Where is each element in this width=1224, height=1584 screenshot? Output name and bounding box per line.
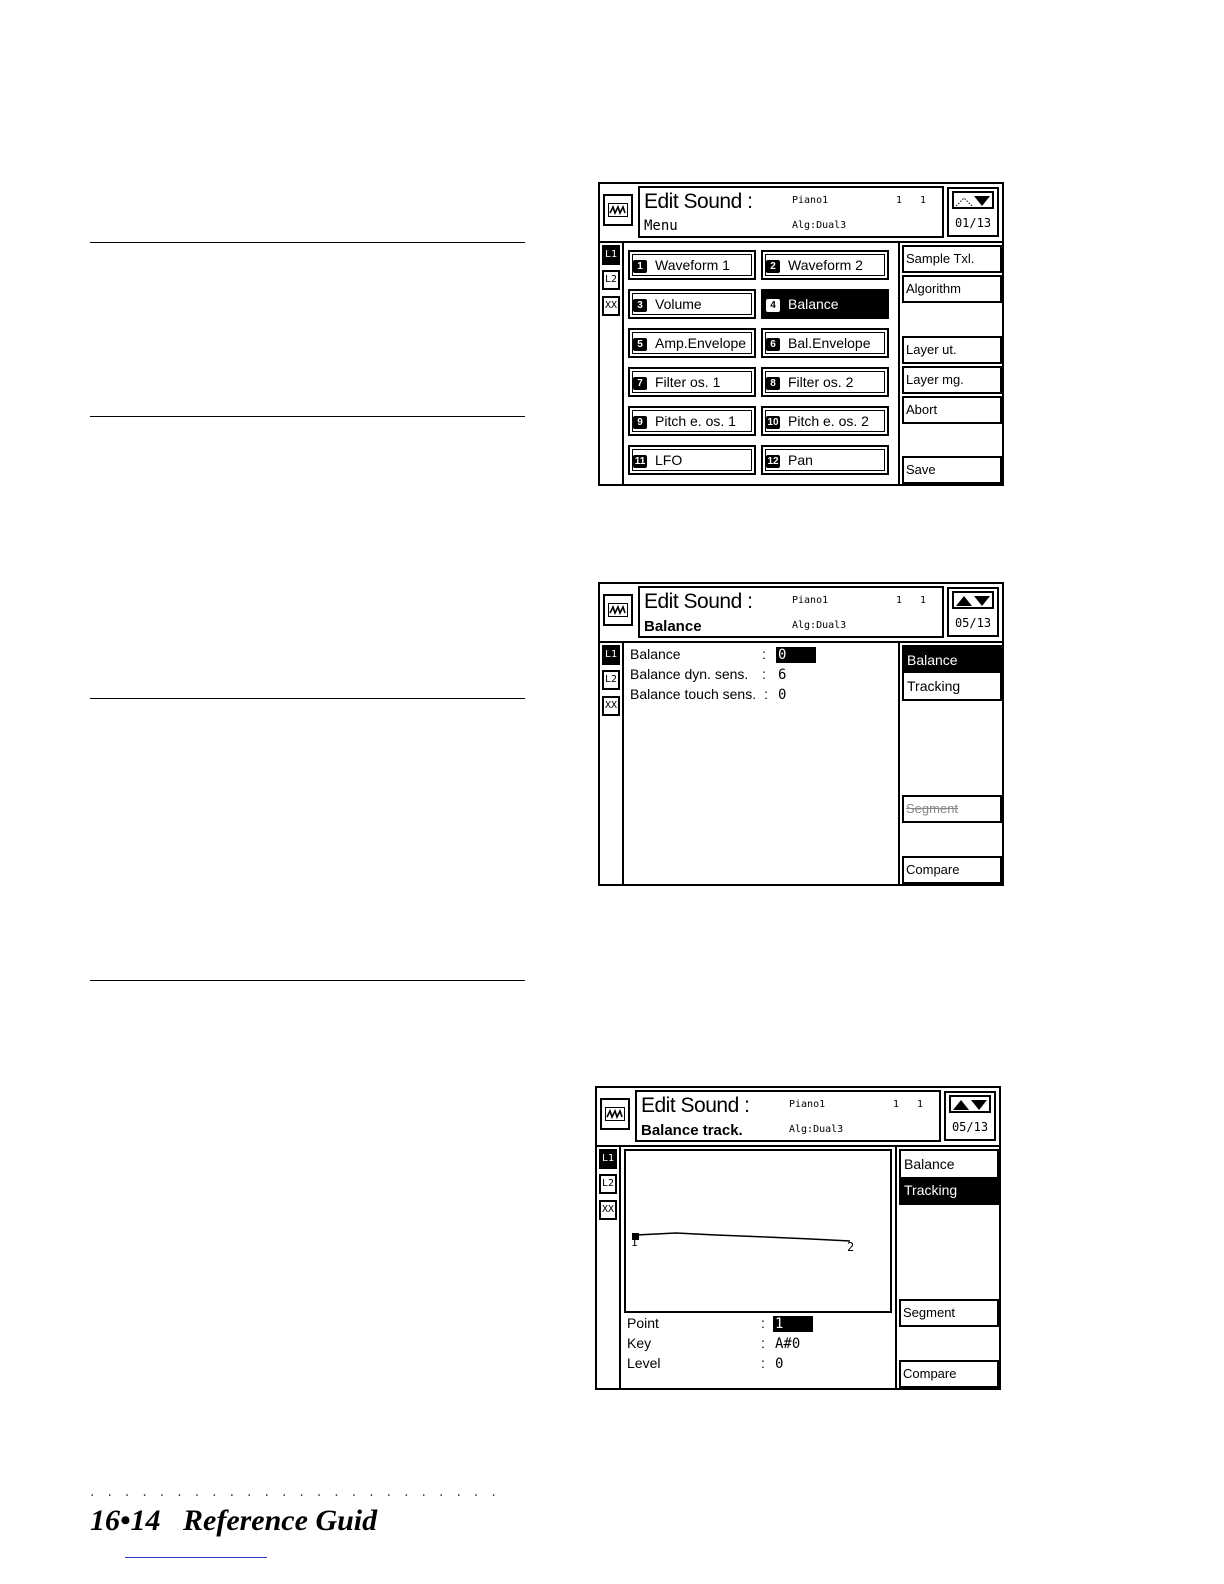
page-box: [947, 587, 999, 637]
lcd-balance-screen: [598, 582, 1004, 886]
menu-button-filter-os-1[interactable]: 7 Filter os. 1: [628, 367, 756, 397]
screen-subtitle: Balance track.: [641, 1122, 743, 1139]
softkey-compare[interactable]: Compare: [902, 856, 1002, 884]
page-box: [947, 187, 999, 237]
page-box: [944, 1091, 996, 1141]
softkey-panel: [898, 243, 1002, 484]
param-value-touch-sens[interactable]: 0: [778, 687, 787, 703]
layer-xx-button[interactable]: XX: [599, 1200, 617, 1220]
section-divider: [90, 416, 525, 417]
softkey-panel: [898, 643, 1002, 884]
graph-point-label: 2: [847, 1240, 855, 1254]
layer-l2-button[interactable]: L2: [602, 270, 620, 290]
tracking-graph[interactable]: [624, 1149, 892, 1313]
param-value-level[interactable]: 0: [775, 1356, 784, 1372]
param-value-dyn-sens[interactable]: 6: [778, 667, 787, 683]
param-value-key[interactable]: A#0: [775, 1336, 801, 1352]
softkey-sample-txl[interactable]: Sample Txl.: [902, 245, 1002, 273]
param-label: Level: [627, 1355, 661, 1371]
softkey-save[interactable]: Save: [902, 456, 1002, 484]
softkey-panel: [895, 1147, 999, 1388]
sound-name: Piano1: [789, 1099, 826, 1110]
layer-l1-button[interactable]: L1: [602, 245, 620, 265]
page-number: 01/13: [954, 216, 992, 230]
param-label: Balance dyn. sens.: [630, 666, 749, 682]
section-divider: [90, 980, 525, 981]
param-label: Balance touch sens.: [630, 686, 757, 702]
menu-button-lfo[interactable]: 11 LFO: [628, 445, 756, 475]
footer-link-underline: [125, 1557, 267, 1558]
lcd-tracking-screen: [595, 1086, 1001, 1390]
screen-title: Edit Sound :: [644, 590, 753, 613]
layer-l1-button[interactable]: L1: [599, 1149, 617, 1169]
menu-button-waveform-2[interactable]: 2 Waveform 2: [761, 250, 889, 280]
softkey-abort[interactable]: Abort: [902, 396, 1002, 424]
layer-xx-button[interactable]: XX: [602, 296, 620, 316]
title-box: [638, 586, 944, 638]
layer-l2-button[interactable]: L2: [599, 1174, 617, 1194]
program-number: 1: [917, 1099, 924, 1110]
program-number: 1: [920, 195, 927, 206]
layer-l2-button[interactable]: L2: [602, 670, 620, 690]
page-up-down-arrow-icon[interactable]: [949, 1095, 991, 1113]
tab-balance[interactable]: Balance: [904, 647, 1000, 673]
menu-button-pitch-os-1[interactable]: 9 Pitch e. os. 1: [628, 406, 756, 436]
softkey-layer-ut[interactable]: Layer ut.: [902, 336, 1002, 364]
softkey-algorithm[interactable]: Algorithm: [902, 275, 1002, 303]
menu-button-bal-envelope[interactable]: 6 Bal.Envelope: [761, 328, 889, 358]
param-label: Balance: [630, 646, 681, 662]
page-down-arrow-icon[interactable]: [952, 191, 994, 209]
page-number: 05/13: [951, 1120, 989, 1134]
menu-button-balance[interactable]: 4 Balance: [761, 289, 889, 319]
screen-subtitle: Menu: [644, 218, 678, 234]
menu-button-amp-envelope[interactable]: 5 Amp.Envelope: [628, 328, 756, 358]
param-value-balance[interactable]: 0: [776, 647, 816, 663]
algorithm-name: Alg:Dual3: [789, 1124, 844, 1135]
tab-group: [902, 645, 1002, 701]
param-label: Key: [627, 1335, 652, 1351]
param-value-point[interactable]: 1: [773, 1316, 813, 1332]
sound-name: Piano1: [792, 595, 829, 606]
screen-title: Edit Sound :: [641, 1094, 750, 1117]
tracking-curve: [636, 1233, 850, 1241]
algorithm-name: Alg:Dual3: [792, 220, 847, 231]
param-colon: :: [762, 666, 766, 682]
layer-l1-button[interactable]: L1: [602, 645, 620, 665]
param-colon: :: [761, 1335, 765, 1351]
softkey-compare[interactable]: Compare: [899, 1360, 999, 1388]
softkey-layer-mg[interactable]: Layer mg.: [902, 366, 1002, 394]
page-number: 05/13: [954, 616, 992, 630]
screen-subtitle: Balance: [644, 618, 702, 635]
footer-dot-rule: ························: [90, 1488, 509, 1504]
tab-balance[interactable]: Balance: [904, 1156, 955, 1172]
menu-button-volume[interactable]: 3 Volume: [628, 289, 756, 319]
param-colon: :: [761, 1315, 765, 1331]
algorithm-name: Alg:Dual3: [792, 620, 847, 631]
screen-title: Edit Sound :: [644, 190, 753, 213]
softkey-segment[interactable]: Segment: [899, 1299, 999, 1327]
tab-tracking[interactable]: Tracking: [907, 678, 961, 694]
sound-name: Piano1: [792, 195, 829, 206]
waveform-logo-icon: [600, 1098, 630, 1130]
softkey-segment[interactable]: Segment: [902, 795, 1002, 823]
menu-button-filter-os-2[interactable]: 8 Filter os. 2: [761, 367, 889, 397]
section-divider: [90, 698, 525, 699]
title-box: [635, 1090, 941, 1142]
menu-button-pan[interactable]: 12 Pan: [761, 445, 889, 475]
layer-xx-button[interactable]: XX: [602, 696, 620, 716]
graph-point-label: 1: [631, 1236, 638, 1249]
param-label: Point: [627, 1315, 659, 1331]
bank-number: 1: [893, 1099, 900, 1110]
layer-selector: [600, 243, 624, 484]
layer-selector: [600, 643, 624, 884]
lcd-menu-screen: [598, 182, 1004, 486]
param-colon: :: [762, 646, 766, 662]
program-number: 1: [920, 595, 927, 606]
tab-tracking[interactable]: Tracking: [901, 1177, 997, 1203]
bank-number: 1: [896, 595, 903, 606]
tab-group: [899, 1149, 999, 1205]
waveform-logo-icon: [603, 194, 633, 226]
page-up-down-arrow-icon[interactable]: [952, 591, 994, 609]
title-box: [638, 186, 944, 238]
menu-button-waveform-1[interactable]: 1 Waveform 1: [628, 250, 756, 280]
layer-selector: [597, 1147, 621, 1388]
param-colon: :: [764, 686, 768, 702]
param-colon: :: [761, 1355, 765, 1371]
menu-button-pitch-os-2[interactable]: 10 Pitch e. os. 2: [761, 406, 889, 436]
waveform-logo-icon: [603, 594, 633, 626]
bank-number: 1: [896, 195, 903, 206]
section-divider: [90, 242, 525, 243]
footer-page-reference: 16•14 Reference Guid: [90, 1504, 378, 1537]
